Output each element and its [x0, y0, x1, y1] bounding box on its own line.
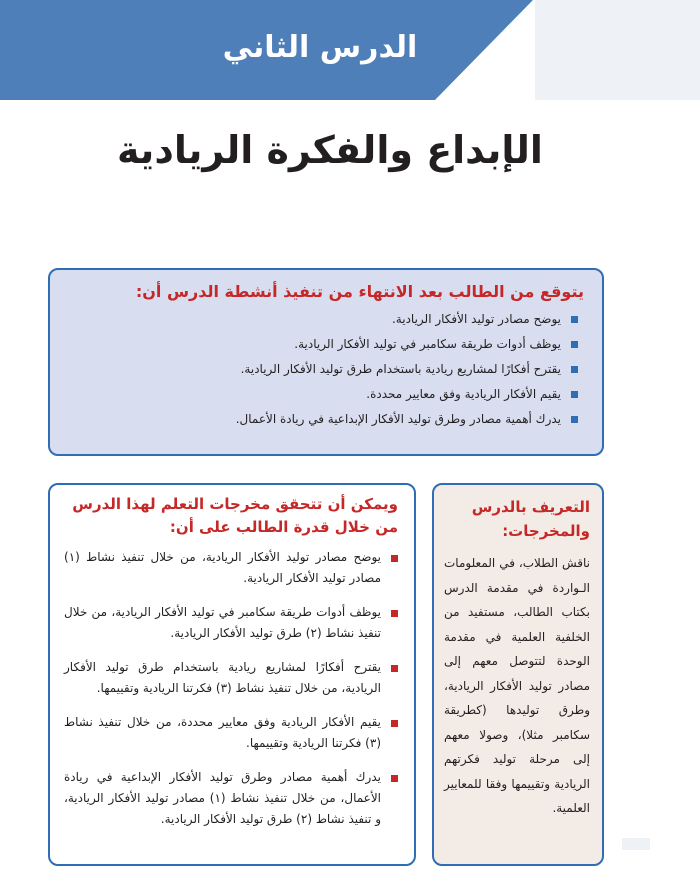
objectives-list: [68, 307, 584, 432]
bullet-square-icon: [571, 366, 578, 373]
page-marker: [622, 838, 650, 850]
bullet-square-icon: [391, 610, 398, 617]
bullet-square-icon: [391, 775, 398, 782]
bullet-square-icon: [391, 720, 398, 727]
bullet-square-icon: [571, 316, 578, 323]
bullet-square-icon: [571, 341, 578, 348]
bullet-square-icon: [391, 665, 398, 672]
outcomes-box: [48, 483, 416, 866]
lesson-intro-box: [432, 483, 604, 866]
list-item: يقترح أفكارًا لمشاريع ريادية باستخدام طرق توليد الأفكار الريادية.: [68, 357, 584, 382]
list-item: يقترح أفكارًا لمشاريع ريادية باستخدام طرق توليد الأفكار الريادية، من خلال تنفيذ نشاط (٣) فكرتنا الريادية وتقييمها.: [64, 657, 398, 699]
objectives-box: [48, 268, 604, 456]
intro-body: ناقش الطلاب، في المعلومات الـواردة في مقدمة الدرس بكتاب الطالب، مستفيد من الخلفية العلمية في مقدمة الوحدة لتتوصل معهم إلى مصادر توليد الأفكار الريادية، وطرق توليدها (كطريقة سكامبر مثلا)، وصولا معهم إلى مرحلة توليد فكرتهم الريادية وتقييمها وفقا للمعايير العلمية.: [444, 556, 590, 815]
bullet-square-icon: [571, 416, 578, 423]
list-item: يقيم الأفكار الريادية وفق معايير محددة، من خلال تنفيذ نشاط (٣) فكرتنا الريادية وتقييمها.: [64, 712, 398, 754]
list-item: يقيم الأفكار الريادية وفق معايير محددة.: [68, 382, 584, 407]
lesson-banner: [0, 0, 700, 100]
outcomes-list: [64, 547, 398, 830]
intro-heading: التعريف بالدرس والمخرجات:: [471, 498, 590, 540]
lesson-label: الدرس الثاني: [222, 30, 418, 65]
list-item: يوظف أدوات طريقة سكامبر في توليد الأفكار الريادية، من خلال تنفيذ نشاط (٢) طرق توليد الأفكار الريادية.: [64, 602, 398, 644]
list-item: يوضح مصادر توليد الأفكار الريادية، من خلال تنفيذ نشاط (١) مصادر توليد الأفكار الريادية.: [64, 547, 398, 589]
page-title: الإبداع والفكرة الريادية: [117, 128, 543, 172]
banner-light-panel: [535, 0, 700, 100]
objectives-heading: يتوقع من الطالب بعد الانتهاء من تنفيذ أنشطة الدرس أن:: [135, 282, 584, 301]
list-item: يوظف أدوات طريقة سكامبر في توليد الأفكار الريادية.: [68, 332, 584, 357]
list-item: يدرك أهمية مصادر وطرق توليد الأفكار الإبداعية في ريادة الأعمال.: [68, 407, 584, 432]
bullet-square-icon: [571, 391, 578, 398]
list-item: يوضح مصادر توليد الأفكار الريادية.: [68, 307, 584, 332]
bullet-square-icon: [391, 555, 398, 562]
outcomes-heading: ويمكن أن تتحقق مخرجات التعلم لهذا الدرس من خلال قدرة الطالب على أن:: [72, 495, 398, 536]
list-item: يدرك أهمية مصادر وطرق توليد الأفكار الإبداعية في ريادة الأعمال، من خلال تنفيذ نشاط (١) مصادر توليد الأفكار الريادية، و تنفيذ نشاط (٢) طرق توليد الأفكار الريادية.: [64, 767, 398, 830]
